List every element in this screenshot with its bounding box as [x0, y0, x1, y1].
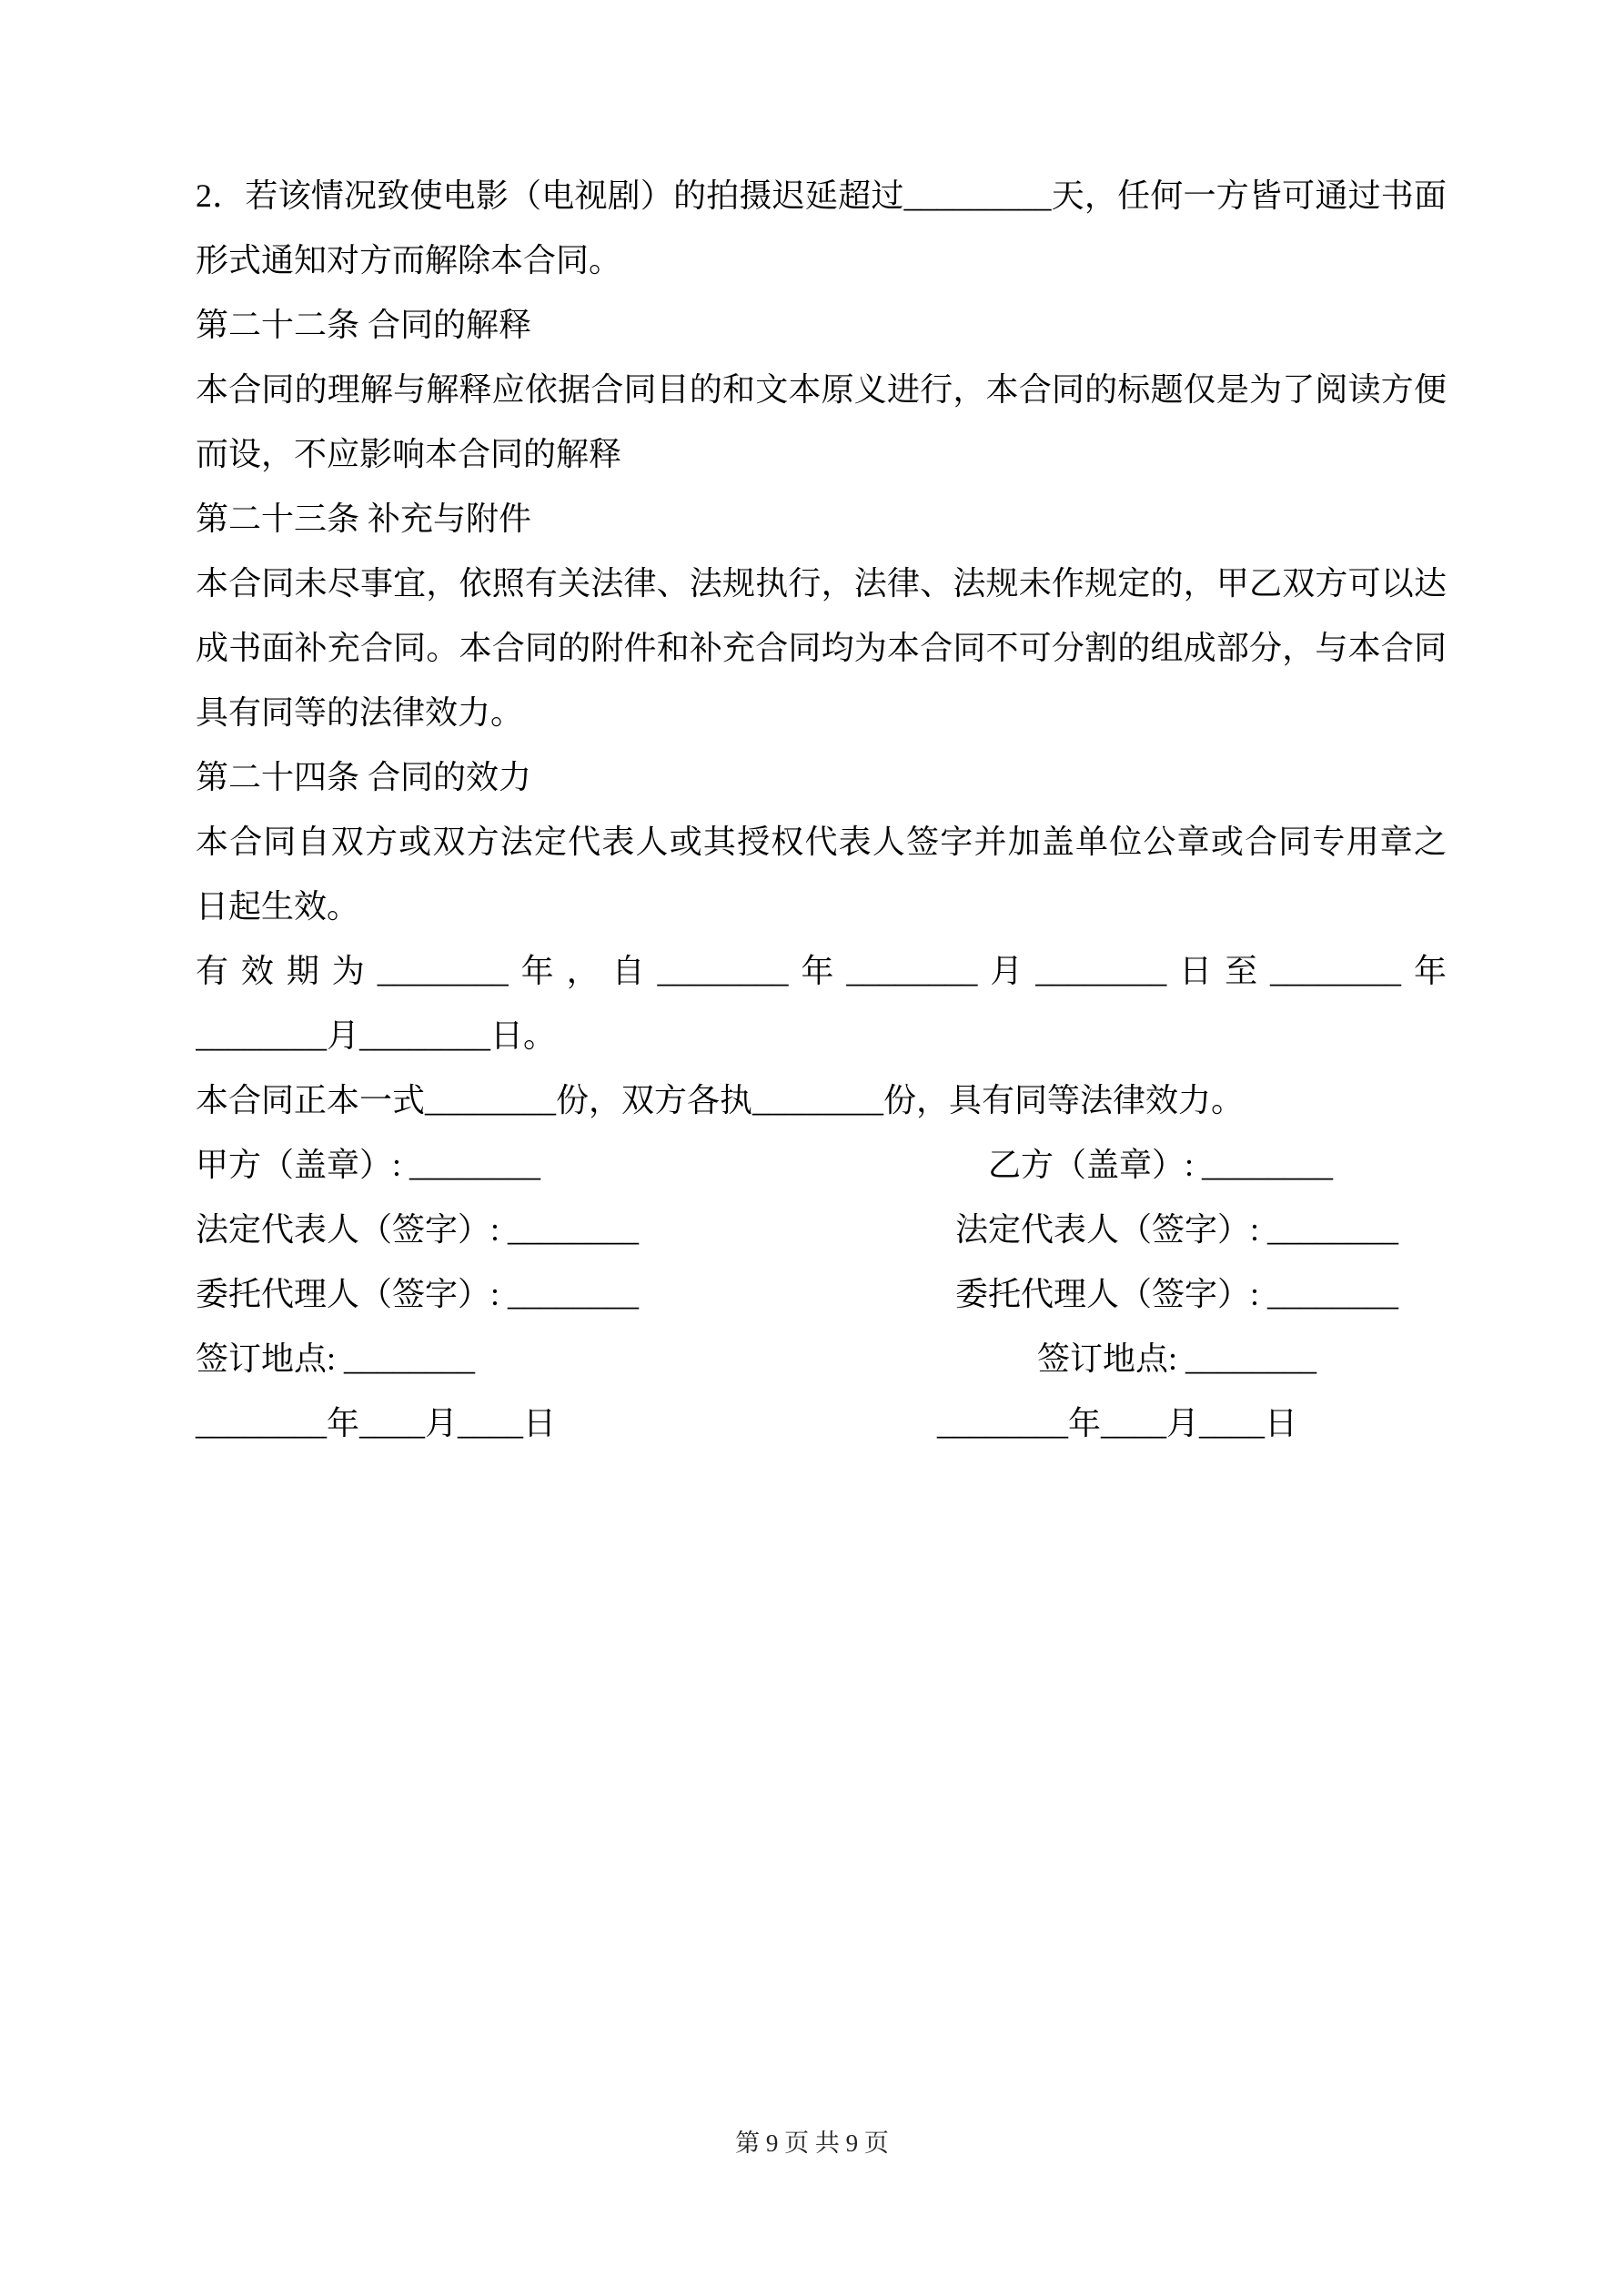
contract-body: [196, 164, 1447, 1456]
party-b-legal-rep-label: 法定代表人（签字）: ________: [955, 1211, 1399, 1248]
party-b-seal-label: 乙方（盖章）: ________: [988, 1147, 1334, 1183]
signature-row-place: [196, 1327, 1447, 1391]
contract-line-interpretation: 本合同的理解与解释应依据合同目的和文本原义进行，本合同的标题仅是为了阅读方便: [196, 371, 1447, 408]
contract-heading-article-24: 第二十四条 合同的效力: [196, 759, 532, 795]
page-footer: 第 9 页 共 9 页: [735, 2129, 889, 2157]
contract-line-supplement: 本合同未尽事宜，依照有关法律、法规执行，法律、法规未作规定的，甲乙双方可以达: [196, 565, 1447, 602]
signature-row-legal-rep: [196, 1198, 1447, 1262]
contract-line-effectiveness-2: 日起生效。: [196, 888, 360, 925]
contract-line-supplement-3: 具有同等的法律效力。: [196, 694, 524, 731]
contract-line-effectiveness: 本合同自双方或双方法定代表人或其授权代表人签字并加盖单位公章或合同专用章之: [196, 824, 1447, 860]
party-a-signing-date-label: ________年____月____日: [196, 1405, 556, 1441]
party-a-agent-label: 委托代理人（签字）: ________: [196, 1276, 640, 1312]
signature-row-date: [196, 1391, 1447, 1456]
contract-line-delay-clause: 2．若该情况致使电影（电视剧）的拍摄迟延超过_________天，任何一方皆可通过书面: [196, 177, 1447, 214]
contract-heading-article-23: 第二十三条 补充与附件: [196, 501, 532, 537]
party-b-signing-date-label: ________年____月____日: [937, 1405, 1297, 1441]
signature-row-agent: [196, 1262, 1447, 1327]
contract-line-copies: 本合同正本一式________份，双方各执________份，具有同等法律效力。: [196, 1082, 1245, 1118]
contract-line-supplement-2: 成书面补充合同。本合同的附件和补充合同均为本合同不可分割的组成部分，与本合同: [196, 630, 1447, 666]
party-b-signing-place-label: 签订地点: ________: [1037, 1340, 1317, 1377]
contract-line-validity-period-2: ________月________日。: [196, 1017, 557, 1054]
party-b-agent-label: 委托代理人（签字）: ________: [955, 1276, 1399, 1312]
party-a-legal-rep-label: 法定代表人（签字）: ________: [196, 1211, 640, 1248]
contract-line-validity-period: 有效期为________年，自________年________月________日至________年: [196, 953, 1447, 989]
contract-line-delay-clause-2: 形式通知对方而解除本合同。: [196, 242, 622, 278]
contract-heading-article-22: 第二十二条 合同的解释: [196, 307, 532, 343]
contract-line-interpretation-2: 而设，不应影响本合同的解释: [196, 436, 622, 472]
signature-row-seal: [196, 1133, 1447, 1198]
party-a-signing-place-label: 签订地点: ________: [196, 1340, 476, 1377]
party-a-seal-label: 甲方（盖章）: ________: [196, 1147, 541, 1183]
